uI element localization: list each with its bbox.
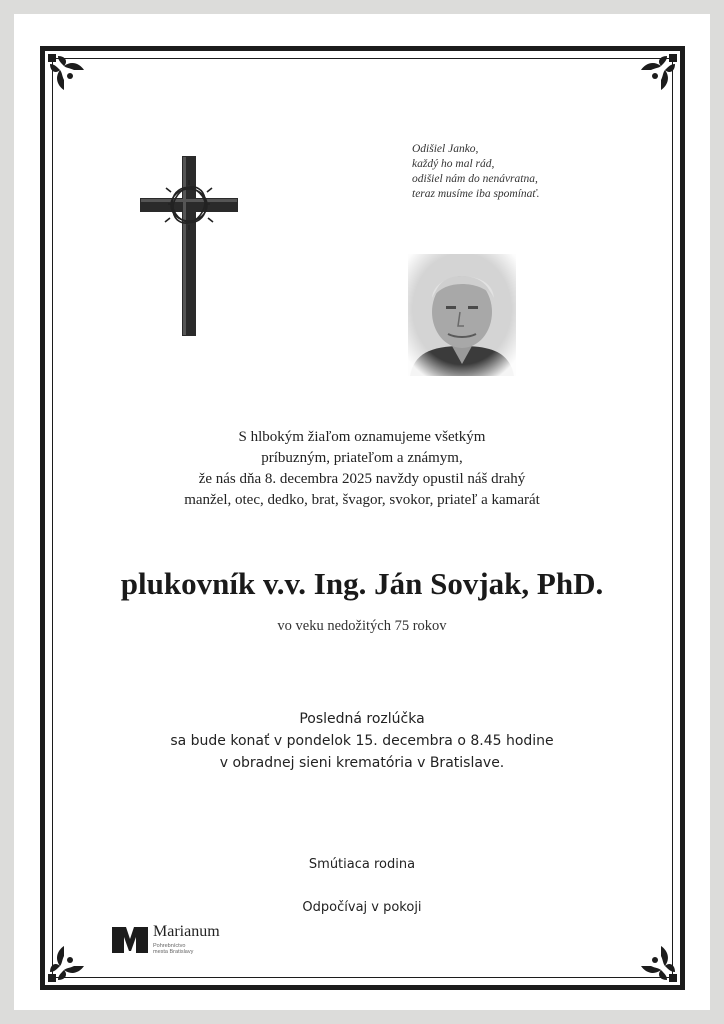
announcement-text xyxy=(60,427,664,511)
announcement-line: že nás dňa 8. decembra 2025 navždy opustil náš drahý xyxy=(198,471,526,487)
poem-line: odišiel nám do nenávratna, xyxy=(412,173,538,185)
poem-line: každý ho mal rád, xyxy=(412,158,495,170)
cross-with-thorns-icon xyxy=(134,152,246,340)
announcement-line: S hlbokým žiaľom oznamujeme všetkým xyxy=(238,429,486,445)
marianum-logo-icon xyxy=(112,927,148,953)
logo-name: Marianum xyxy=(153,923,220,940)
poem xyxy=(412,142,622,202)
deceased-name: plukovník v.v. Ing. Ján Sovjak, PhD. xyxy=(120,566,604,601)
farewell-details: sa bude konať v pondelok 15. decembra o 8.45 hodine xyxy=(170,733,554,749)
farewell-info xyxy=(60,708,664,774)
deceased-age: vo veku nedožitých 75 rokov xyxy=(277,618,447,634)
corner-ornament-icon xyxy=(635,940,681,986)
marianum-logo xyxy=(112,925,252,959)
corner-ornament-icon xyxy=(44,50,90,96)
farewell-title: Posledná rozlúčka xyxy=(299,711,425,727)
portrait-photo xyxy=(408,254,516,376)
rest-in-peace: Odpočívaj v pokoji xyxy=(302,900,422,915)
logo-subtitle: Pohrebníctvo xyxy=(153,943,186,949)
logo-subtitle: mesta Bratislavy xyxy=(153,949,194,955)
poem-line: Odišiel Janko, xyxy=(412,143,479,155)
farewell-location: v obradnej sieni krematória v Bratislave. xyxy=(219,755,505,771)
portrait-image xyxy=(408,254,516,376)
mourning-family: Smútiaca rodina xyxy=(308,857,416,872)
announcement-line: manžel, otec, dedko, brat, švagor, svokor, priateľ a kamarát xyxy=(184,492,540,508)
corner-ornament-icon xyxy=(44,940,90,986)
poem-line: teraz musíme iba spomínať. xyxy=(412,188,540,200)
corner-ornament-icon xyxy=(635,50,681,96)
announcement-line: príbuzným, priateľom a známym, xyxy=(261,450,463,466)
